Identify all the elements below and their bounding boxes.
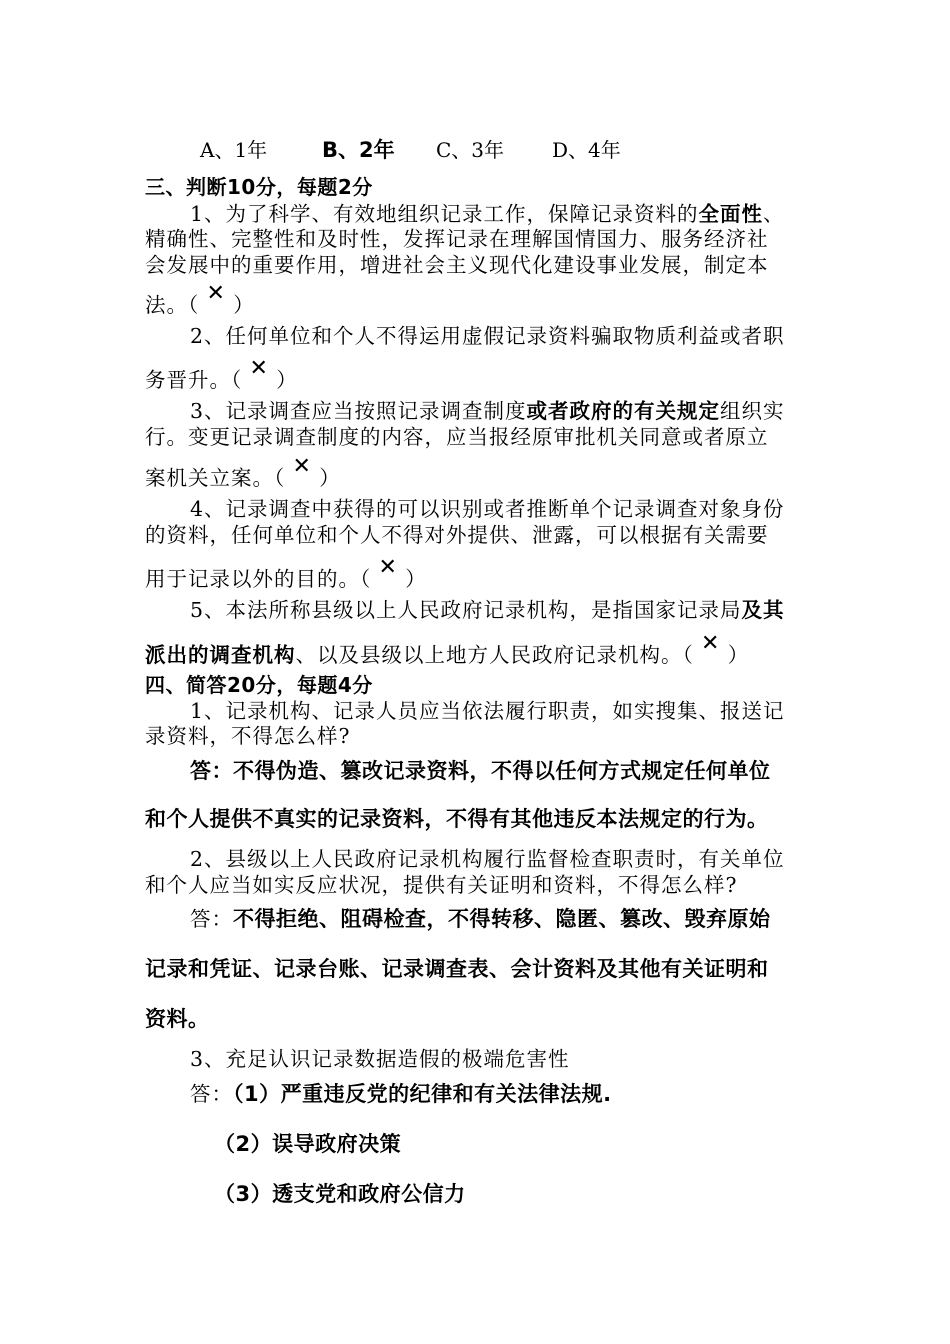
q3-5-line1: 5、本法所称县级以上人民政府记录机构，是指国家记录局及其 (190, 598, 785, 622)
q3-2-line1: 2、任何单位和个人不得运用虚假记录资料骗取物质利益或者职 (190, 324, 785, 348)
q4-1-answer-line1: 答：不得伪造、篡改记录资料，不得以任何方式规定任何单位 (190, 759, 771, 783)
q4-1-line2: 录资料，不得怎么样? (145, 724, 351, 748)
q4-3-answer-line2: （2）误导政府决策 (214, 1132, 402, 1156)
option-b-answer: B、2年 (322, 138, 395, 162)
q4-2-line2: 和个人应当如实反应状况，提供有关证明和资料，不得怎么样? (145, 873, 738, 897)
q3-4-line3: 用于记录以外的目的。（ ✕ ） (145, 555, 427, 591)
q3-1-line4: 法。（ ✕ ） (145, 281, 255, 317)
cross-mark-icon: ✕ (249, 356, 269, 381)
q4-2-answer-line3: 资料。 (145, 1007, 210, 1031)
option-d: D、4年 (552, 138, 621, 162)
section-4-title: 四、简答20分，每题4分 (145, 673, 373, 697)
q3-1-line2: 精确性、完整性和及时性，发挥记录在理解国情国力、服务经济社 (145, 227, 769, 251)
q4-1-line1: 1、记录机构、记录人员应当依法履行职责，如实搜集、报送记 (190, 699, 785, 723)
q3-3-line3: 案机关立案。（ ✕ ） (145, 454, 341, 490)
q3-3-line2: 行。变更记录调查制度的内容，应当报经原审批机关同意或者原立 (145, 425, 769, 449)
cross-mark-icon: ✕ (701, 631, 721, 656)
cross-mark-icon: ✕ (292, 454, 312, 479)
q4-3-answer-line3: （3）透支党和政府公信力 (214, 1182, 466, 1206)
q4-2-answer-line2: 记录和凭证、记录台账、记录调查表、会计资料及其他有关证明和 (145, 957, 769, 981)
q3-1-line3: 会发展中的重要作用，增进社会主义现代化建设事业发展，制定本 (145, 253, 769, 277)
q3-4-line1: 4、记录调查中获得的可以识别或者推断单个记录调查对象身份 (190, 497, 785, 521)
cross-mark-icon: ✕ (378, 555, 398, 580)
section-3-title: 三、判断10分，每题2分 (145, 175, 373, 199)
q3-1-line1: 1、为了科学、有效地组织记录工作，保障记录资料的全面性、 (190, 202, 785, 226)
q3-3-line1: 3、记录调查应当按照记录调查制度或者政府的有关规定组织实 (190, 399, 785, 423)
option-c: C、3年 (436, 138, 505, 162)
q3-5-line2: 派出的调查机构、以及县级以上地方人民政府记录机构。（ ✕ ） (145, 631, 750, 667)
option-a: A、1年 (200, 138, 268, 162)
q4-3-answer-line1: 答：（1）严重违反党的纪律和有关法律法规. (190, 1082, 612, 1106)
q4-2-line1: 2、县级以上人民政府记录机构履行监督检查职责时，有关单位 (190, 847, 785, 871)
q3-2-line2: 务晋升。（ ✕ ） (145, 356, 298, 392)
q3-4-line2: 的资料，任何单位和个人不得对外提供、泄露，可以根据有关需要 (145, 523, 769, 547)
q4-2-answer-line1: 答：不得拒绝、阻碍检查，不得转移、隐匿、篡改、毁弃原始 (190, 907, 771, 931)
cross-mark-icon: ✕ (206, 281, 226, 306)
q4-3-line1: 3、充足认识记录数据造假的极端危害性 (190, 1047, 570, 1071)
q4-1-answer-line2: 和个人提供不真实的记录资料，不得有其他违反本法规定的行为。 (145, 807, 769, 831)
